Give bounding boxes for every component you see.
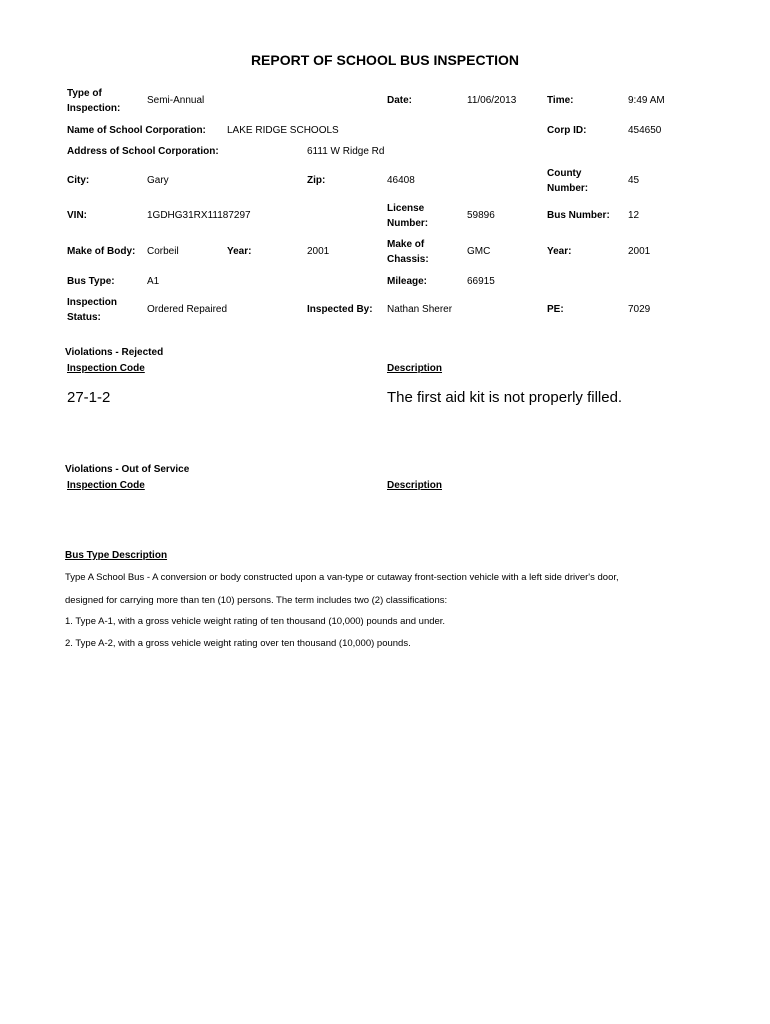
- body-year-value: 2001: [307, 246, 330, 257]
- make-of-chassis-label: [387, 237, 429, 267]
- type-of-inspection-label-line1: Type of: [67, 88, 102, 99]
- zip-value: 46408: [387, 175, 415, 186]
- corp-id-value: 454650: [628, 125, 662, 136]
- bus-type-item-2: 2. Type A-2, with a gross vehicle weight rating over ten thousand (10,000) pounds.: [65, 638, 411, 649]
- license-number-value: 59896: [467, 210, 495, 221]
- county-number-value: 45: [628, 175, 640, 186]
- report-title: REPORT OF SCHOOL BUS INSPECTION: [250, 52, 520, 68]
- time-value: 9:49 AM: [628, 95, 665, 106]
- mileage-value: 66915: [467, 276, 495, 287]
- make-of-body-value: Corbeil: [147, 246, 179, 257]
- chassis-year-value: 2001: [628, 246, 651, 257]
- body-year-label: Year:: [227, 246, 252, 257]
- inspected-by-label: Inspected By:: [307, 304, 373, 315]
- bus-type-item-1: 1. Type A-1, with a gross vehicle weight rating of ten thousand (10,000) pounds and under.: [65, 616, 446, 627]
- zip-label: Zip:: [307, 175, 326, 186]
- city-value: Gary: [147, 175, 169, 186]
- county-number-label-line1: County: [547, 168, 582, 179]
- type-of-inspection-value: Semi-Annual: [147, 95, 205, 106]
- bus-type-label: Bus Type:: [67, 276, 115, 287]
- rejected-code-header: Inspection Code: [67, 363, 145, 374]
- license-number-label: [387, 201, 428, 231]
- city-label: City:: [67, 175, 90, 186]
- type-of-inspection-label: [67, 86, 120, 116]
- date-label: Date:: [387, 95, 413, 106]
- address-value: 6111 W Ridge Rd: [307, 146, 385, 157]
- bus-number-value: 12: [628, 210, 640, 221]
- pe-value: 7029: [628, 304, 651, 315]
- rejected-description-header: Description: [387, 363, 443, 374]
- out-of-service-description-header: Description: [387, 480, 443, 491]
- inspection-status-label-line2: Status:: [67, 312, 101, 323]
- vin-value: 1GDHG31RX11187297: [147, 210, 251, 221]
- make-of-chassis-label-line1: Make of: [387, 239, 425, 250]
- rejected-violation-description: The first aid kit is not properly filled.: [387, 389, 623, 406]
- inspected-by-value: Nathan Sherer: [387, 304, 453, 315]
- county-number-label: [547, 166, 588, 196]
- violations-rejected-heading: Violations - Rejected: [65, 347, 164, 358]
- bus-type-value: A1: [147, 276, 160, 287]
- type-of-inspection-label-line2: Inspection:: [67, 103, 121, 114]
- corp-id-label: Corp ID:: [547, 125, 587, 136]
- county-number-label-line2: Number:: [547, 183, 589, 194]
- out-of-service-code-header: Inspection Code: [67, 480, 145, 491]
- pe-label: PE:: [547, 304, 564, 315]
- school-corp-label: Name of School Corporation:: [67, 125, 206, 136]
- bus-type-description-line2: designed for carrying more than ten (10) persons. The term includes two (2) classifications:: [65, 595, 448, 606]
- license-number-label-line2: Number:: [387, 218, 429, 229]
- make-of-chassis-label-line2: Chassis:: [387, 254, 429, 265]
- inspection-status-value: Ordered Repaired: [147, 304, 228, 315]
- address-label: Address of School Corporation:: [67, 146, 219, 157]
- chassis-year-label: Year:: [547, 246, 572, 257]
- bus-number-label: Bus Number:: [547, 210, 610, 221]
- make-of-body-label: Make of Body:: [67, 246, 136, 257]
- date-value: 11/06/2013: [467, 95, 517, 106]
- mileage-label: Mileage:: [387, 276, 428, 287]
- rejected-violation-code: 27-1-2: [67, 389, 111, 406]
- school-corp-value: LAKE RIDGE SCHOOLS: [227, 125, 339, 136]
- inspection-status-label: [67, 295, 117, 325]
- bus-type-description-line1: Type A School Bus - A conversion or body constructed upon a van-type or cutaway front-section vehicle with a left side driver's door,: [65, 572, 619, 583]
- time-label: Time:: [547, 95, 574, 106]
- license-number-label-line1: License: [387, 203, 425, 214]
- vin-label: VIN:: [67, 210, 87, 221]
- violations-out-of-service-heading: Violations - Out of Service: [65, 464, 190, 475]
- make-of-chassis-value: GMC: [467, 246, 491, 257]
- inspection-status-label-line1: Inspection: [67, 297, 118, 308]
- bus-type-description-heading: Bus Type Description: [65, 550, 168, 561]
